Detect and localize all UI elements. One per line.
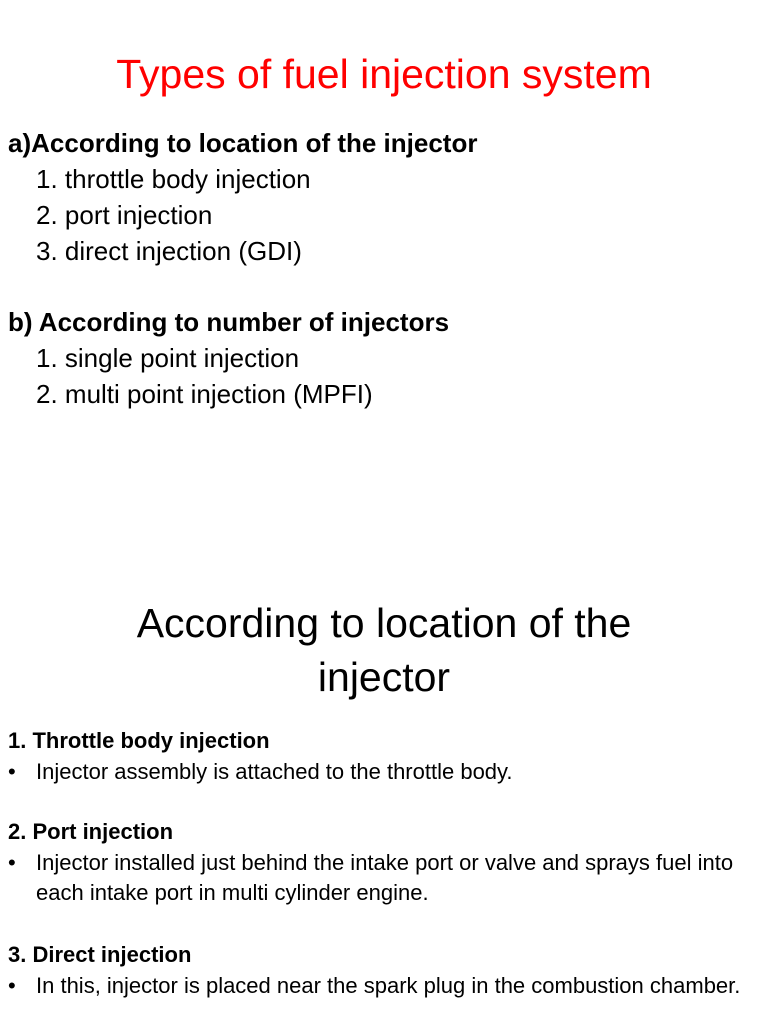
section-a-item-2: 2. port injection (36, 200, 213, 230)
slide-2-title (0, 596, 768, 704)
item-1-bullet-text: Injector assembly is attached to the throttle body. (36, 759, 513, 784)
bullet-icon: • (8, 759, 16, 784)
item-1-bullet (8, 757, 758, 787)
item-2-bullet-text: Injector installed just behind the intake port or valve and sprays fuel into each intake port in multi cylinder engine. (36, 850, 734, 905)
section-a-item-1: 1. throttle body injection (36, 164, 311, 194)
section-b-item-1: 1. single point injection (36, 343, 300, 373)
section-b-heading: b) According to number of injectors (8, 307, 450, 337)
section-a-heading: a)According to location of the injector (8, 128, 478, 158)
item-3-bullet (8, 971, 758, 1001)
section-a-item-3: 3. direct injection (GDI) (36, 236, 302, 266)
item-1-heading: 1. Throttle body injection (8, 728, 270, 753)
bullet-icon: • (8, 973, 16, 998)
section-b-item-2: 2. multi point injection (MPFI) (36, 379, 373, 409)
slide-1-title: Types of fuel injection system (116, 51, 652, 97)
item-3-bullet-text: In this, injector is placed near the spark plug in the combustion chamber. (36, 973, 741, 998)
item-2-heading: 2. Port injection (8, 819, 174, 844)
bullet-icon: • (8, 850, 16, 875)
slide-2-title-line-2: injector (317, 654, 451, 700)
item-3-heading: 3. Direct injection (8, 942, 192, 967)
item-2-bullet (8, 848, 758, 908)
slide-2-title-line-1: According to location of the (136, 600, 632, 646)
